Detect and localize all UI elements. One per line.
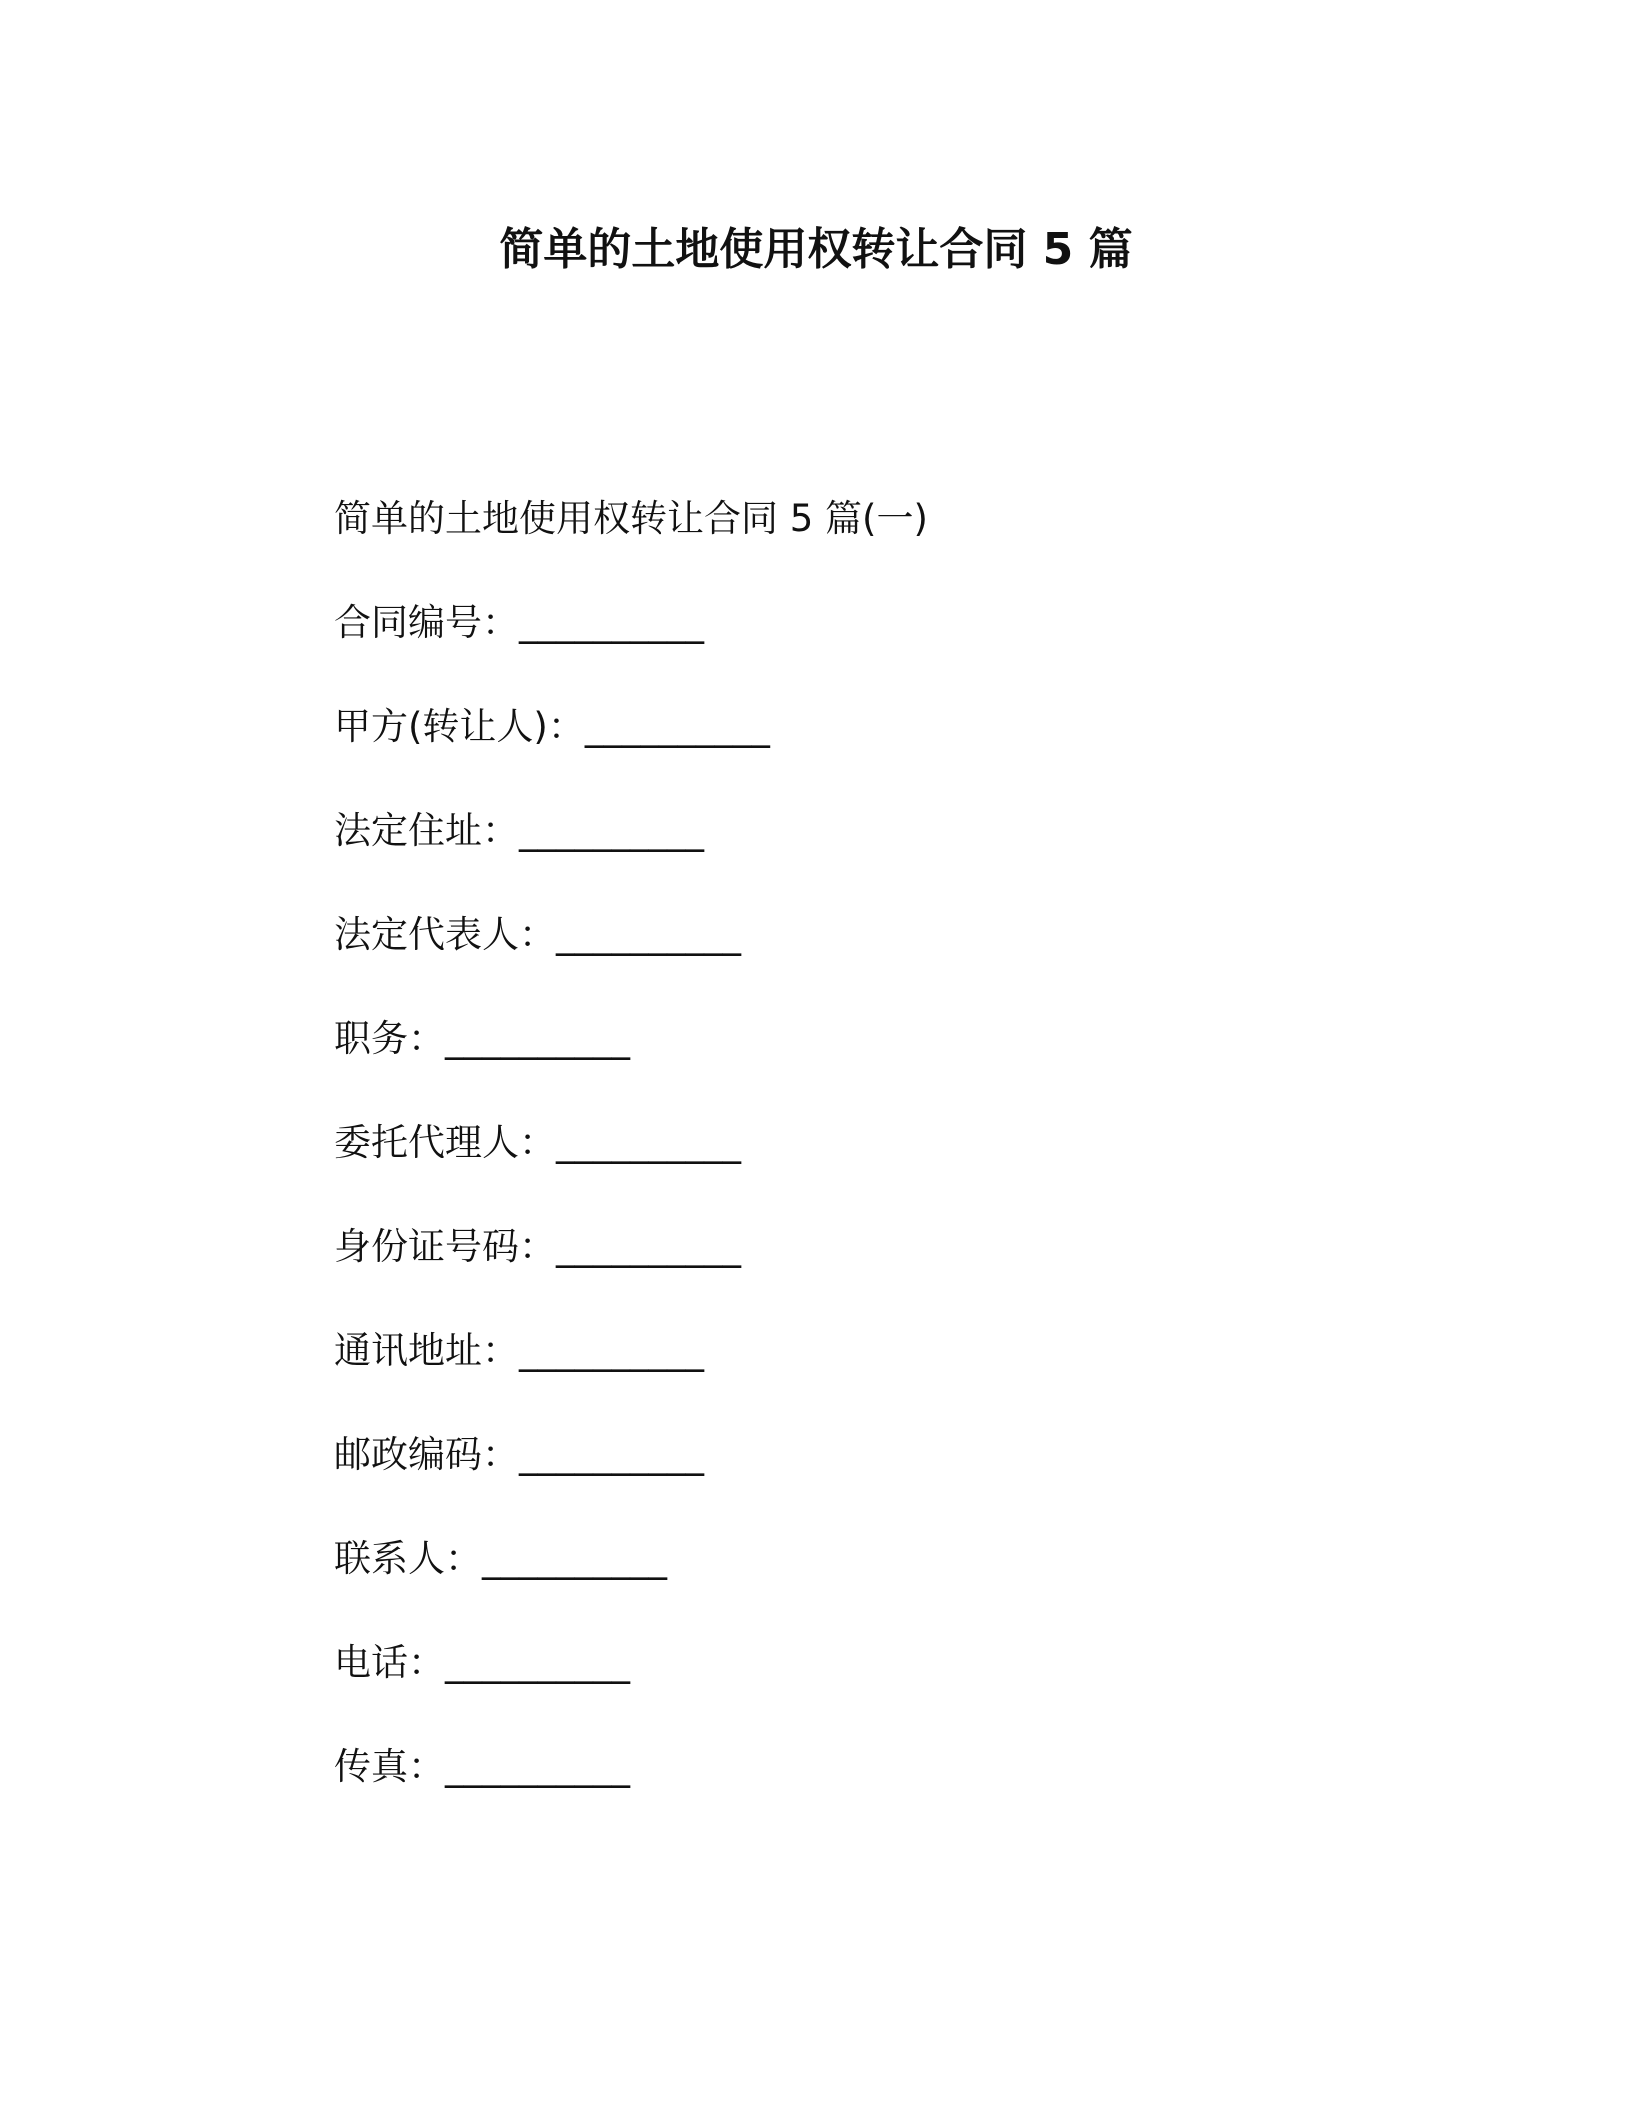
party-fields-list xyxy=(334,598,770,1846)
field-label: 法定住址： xyxy=(334,809,519,852)
field-label: 委托代理人： xyxy=(334,1121,556,1164)
section-heading: 简单的土地使用权转让合同 5 篇(一) xyxy=(334,497,928,540)
field-blank: __________ xyxy=(556,913,741,956)
field-label: 联系人： xyxy=(334,1537,482,1580)
field-authorized-agent xyxy=(334,1118,770,1222)
field-blank: __________ xyxy=(445,1745,630,1788)
field-blank: __________ xyxy=(482,1537,667,1580)
field-blank: __________ xyxy=(519,1433,704,1476)
field-label: 合同编号： xyxy=(334,601,519,644)
field-legal-representative xyxy=(334,910,770,1014)
field-blank: __________ xyxy=(445,1017,630,1060)
field-postal-code xyxy=(334,1430,770,1534)
field-label: 职务： xyxy=(334,1017,445,1060)
field-party-a xyxy=(334,702,770,806)
field-blank: __________ xyxy=(556,1225,741,1268)
field-legal-address xyxy=(334,806,770,910)
field-position xyxy=(334,1014,770,1118)
field-blank: __________ xyxy=(445,1641,630,1684)
field-label: 传真： xyxy=(334,1745,445,1788)
field-blank: __________ xyxy=(556,1121,741,1164)
field-fax xyxy=(334,1742,770,1846)
field-phone xyxy=(334,1638,770,1742)
field-blank: __________ xyxy=(519,1329,704,1372)
field-blank: __________ xyxy=(519,809,704,852)
field-label: 法定代表人： xyxy=(334,913,556,956)
field-blank: __________ xyxy=(584,705,770,748)
field-label: 电话： xyxy=(334,1641,445,1684)
field-label: 甲方(转让人)： xyxy=(334,705,585,748)
field-id-number xyxy=(334,1222,770,1326)
field-label: 邮政编码： xyxy=(334,1433,519,1476)
field-contract-number xyxy=(334,598,770,702)
field-contact-person xyxy=(334,1534,770,1638)
field-label: 身份证号码： xyxy=(334,1225,556,1268)
document-title: 简单的土地使用权转让合同 5 篇 xyxy=(499,224,1133,275)
field-blank: __________ xyxy=(519,601,704,644)
field-mailing-address xyxy=(334,1326,770,1430)
field-label: 通讯地址： xyxy=(334,1329,519,1372)
